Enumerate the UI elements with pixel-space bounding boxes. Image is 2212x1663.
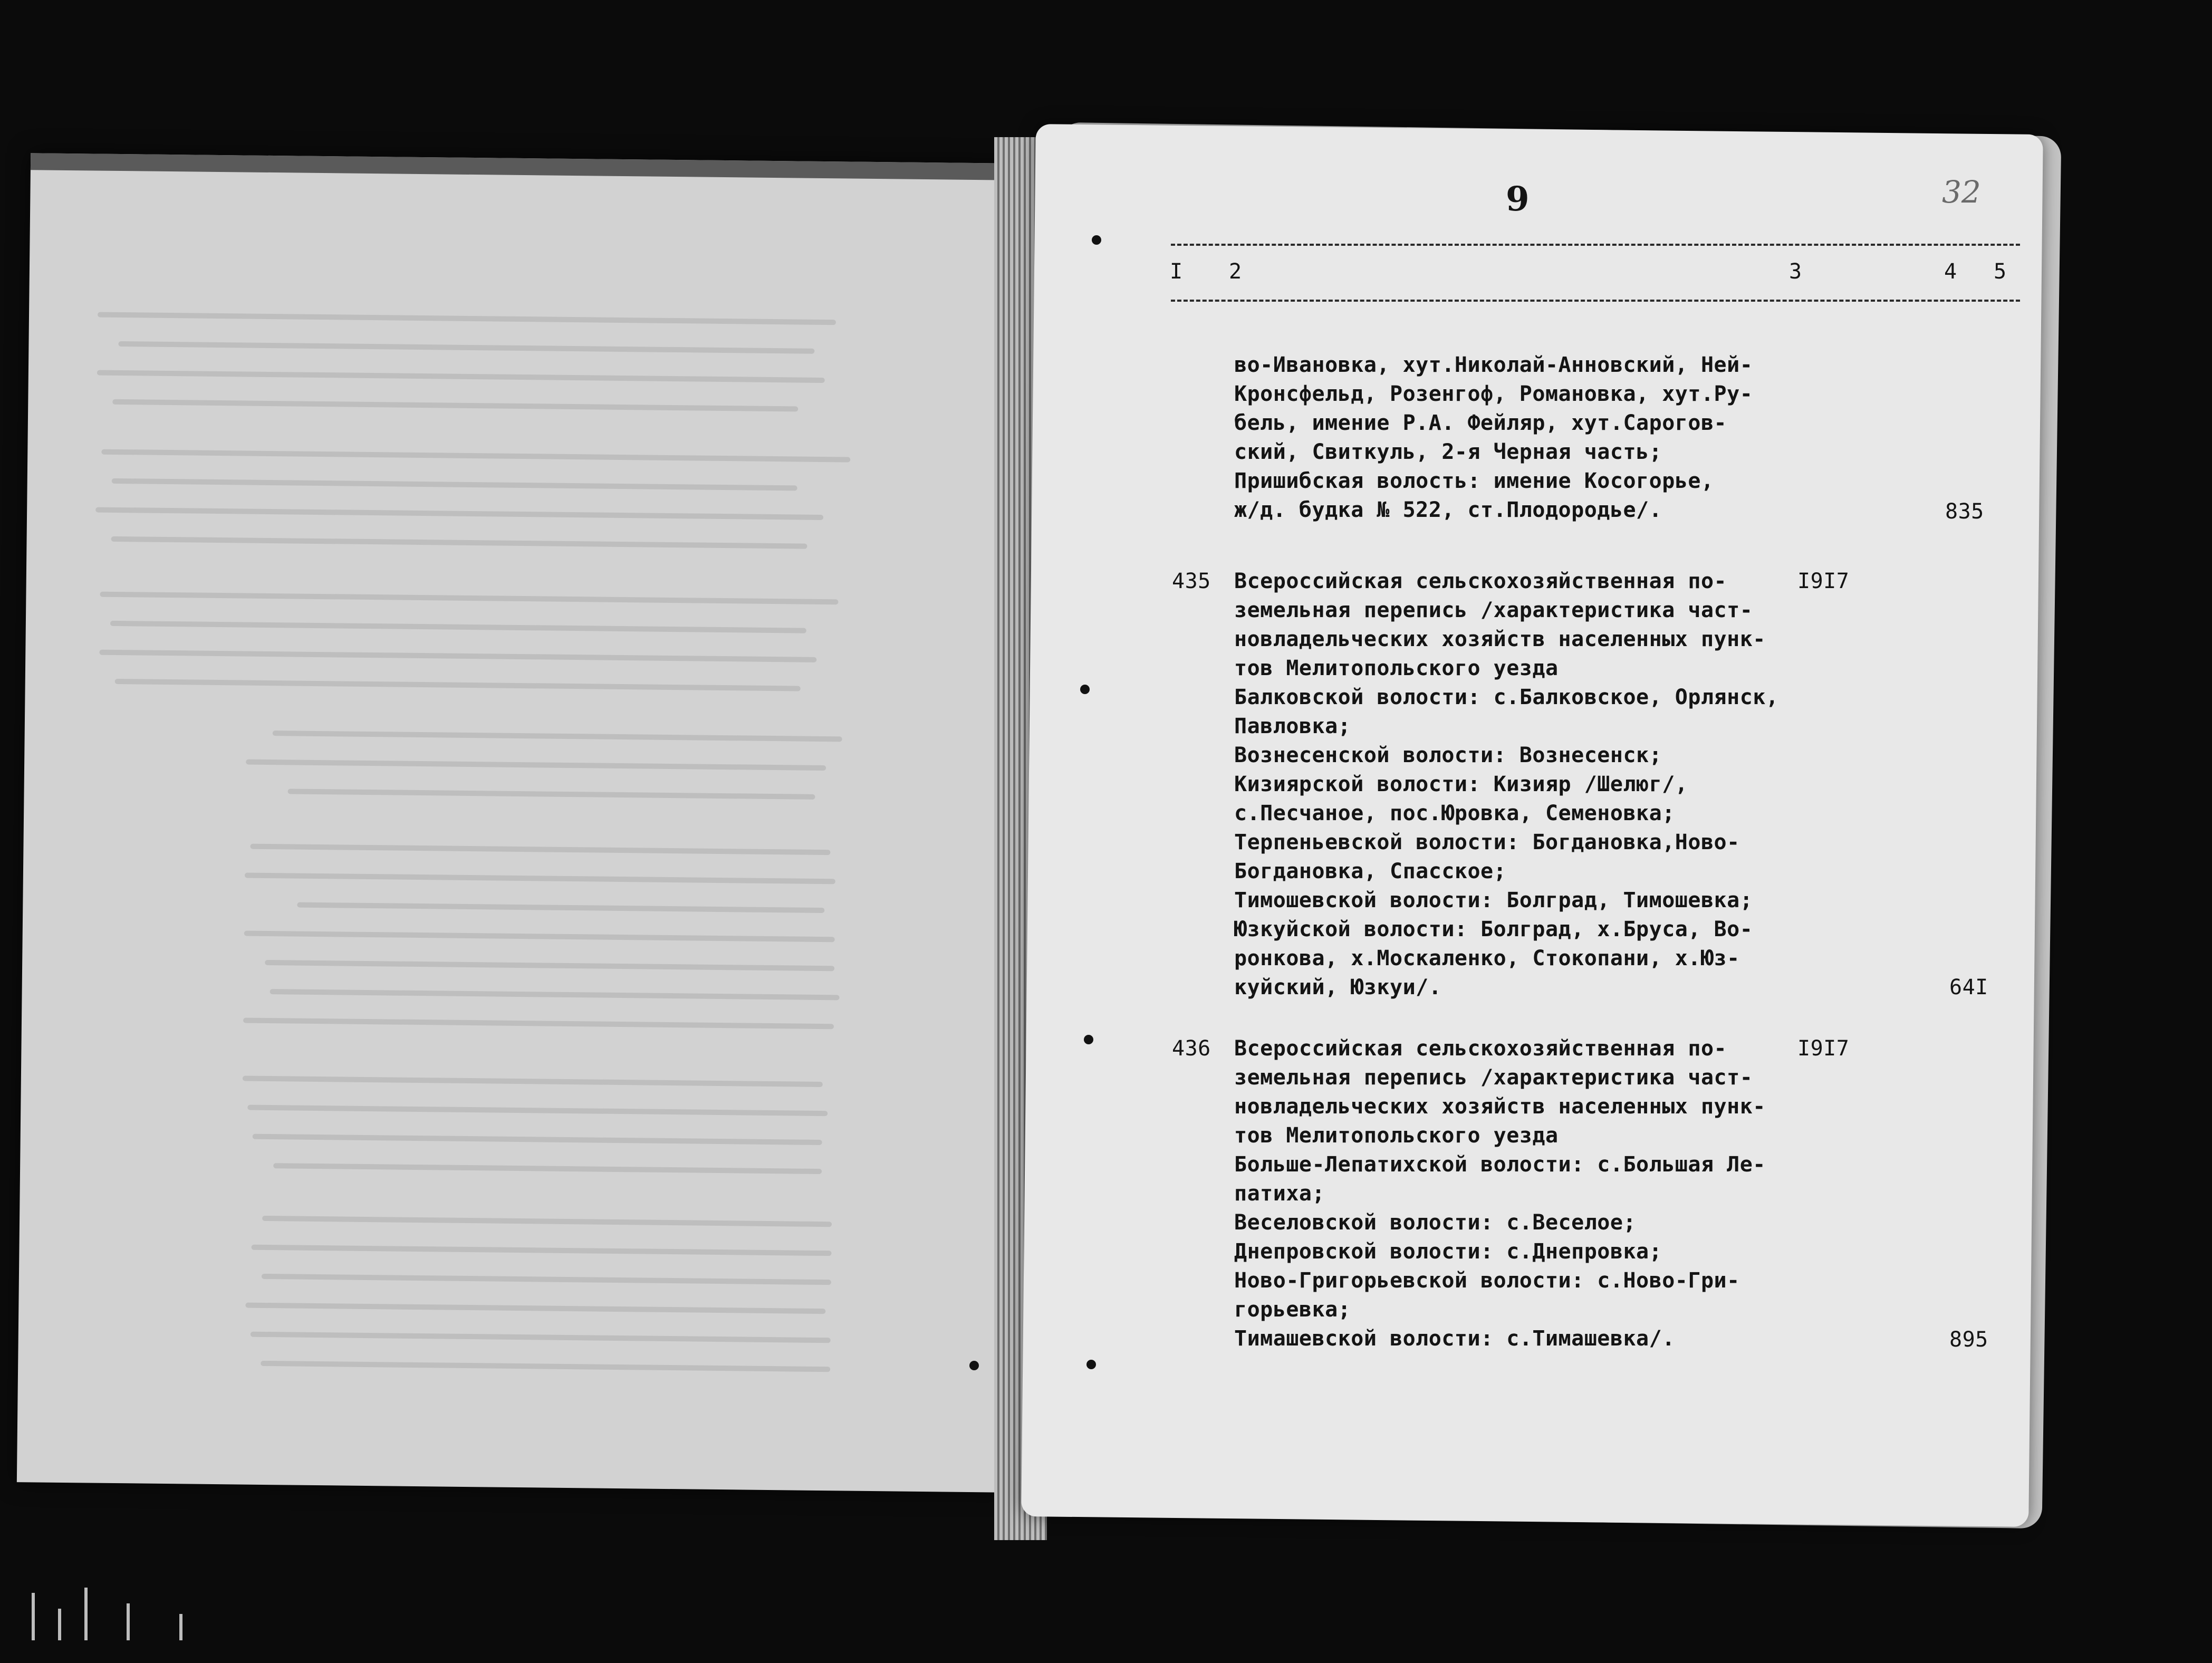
sheet-count: 835 — [1945, 499, 1984, 524]
description-line: Богдановка, Спасское; — [1234, 859, 1507, 883]
description-line: во-Ивановка, хут.Николай-Анновский, Ней- — [1234, 353, 1753, 377]
archive-sheet-number: 32 — [1942, 174, 1981, 210]
table-rule-top — [1171, 244, 2020, 246]
description-line: Кизиярской волости: Кизияр /Шелюг/, — [1234, 772, 1688, 796]
description-line: Тимашевской волости: с.Тимашевка/. — [1234, 1326, 1675, 1351]
description-line: новладельческих хозяйств населенных пунк- — [1234, 627, 1766, 651]
description-line: Балковской волости: с.Балковское, Орлянск, — [1234, 685, 1779, 709]
description-line: земельная перепись /характеристика част- — [1234, 1065, 1753, 1090]
entry-year: I9I7 — [1797, 1036, 1850, 1061]
index-tabs — [21, 1577, 243, 1640]
description-line: с.Песчаное, пос.Юровка, Семеновка; — [1234, 801, 1675, 825]
description-line: тов Мелитопольского уезда — [1234, 656, 1559, 680]
description-line: ронкова, х.Москаленко, Стокопани, х.Юз- — [1234, 946, 1740, 970]
description-line: ский, Свиткуль, 2-я Черная часть; — [1234, 440, 1662, 464]
description-line: Днепровской волости: с.Днепровка; — [1234, 1239, 1662, 1264]
description-line: Всероссийская сельскохозяйственная по- — [1234, 569, 1727, 593]
entry-number: 436 — [1172, 1036, 1211, 1061]
description-line: патиха; — [1234, 1181, 1325, 1206]
entry-year: I9I7 — [1797, 569, 1850, 593]
description-line: бель, имение Р.А. Фейляр, хут.Сарогов- — [1234, 411, 1727, 435]
description-line: ж/д. будка № 522, ст.Плодородье/. — [1234, 498, 1662, 522]
description-line: куйский, Юзкуи/. — [1234, 975, 1442, 999]
description-line: тов Мелитопольского уезда — [1234, 1123, 1559, 1148]
entry-number: 435 — [1172, 569, 1211, 593]
description-line: Тимошевской волости: Болград, Тимошевка; — [1234, 888, 1753, 912]
column-header-3: 3 — [1789, 259, 1802, 284]
description-line: земельная перепись /характеристика част- — [1234, 598, 1753, 622]
column-header-1: I — [1170, 259, 1183, 284]
description-line: Пришибская волость: имение Косогорье, — [1234, 469, 1714, 493]
description-line: Вознесенской волости: Вознесенск; — [1234, 743, 1662, 767]
description-line: Терпеньевской волости: Богдановка,Ново- — [1234, 830, 1740, 854]
page-number: 9 — [1506, 179, 1530, 219]
description-line: Веселовской волости: с.Веселое; — [1234, 1210, 1637, 1235]
description-line: Юзкуйской волости: Болград, х.Бруса, Во- — [1234, 917, 1753, 941]
description-line: Ново-Григорьевской волости: с.Ново-Гри- — [1234, 1268, 1740, 1293]
description-line: горьевка; — [1234, 1297, 1351, 1322]
description-line: новладельческих хозяйств населенных пунк- — [1234, 1094, 1766, 1119]
description-line: Павловка; — [1234, 714, 1351, 738]
column-header-2: 2 — [1229, 259, 1242, 284]
sheet-count: 64I — [1949, 975, 1988, 999]
column-header-4: 4 — [1944, 259, 1957, 284]
column-header-5: 5 — [1994, 259, 2007, 284]
description-line: Больше-Лепатихской волости: с.Большая Ле- — [1234, 1152, 1766, 1177]
description-line: Всероссийская сельскохозяйственная по- — [1234, 1036, 1727, 1061]
table-rule-bottom — [1171, 300, 2020, 302]
description-line: Кронсфельд, Розенгоф, Романовка, хут.Ру- — [1234, 382, 1753, 406]
sheet-count: 895 — [1949, 1328, 1988, 1352]
